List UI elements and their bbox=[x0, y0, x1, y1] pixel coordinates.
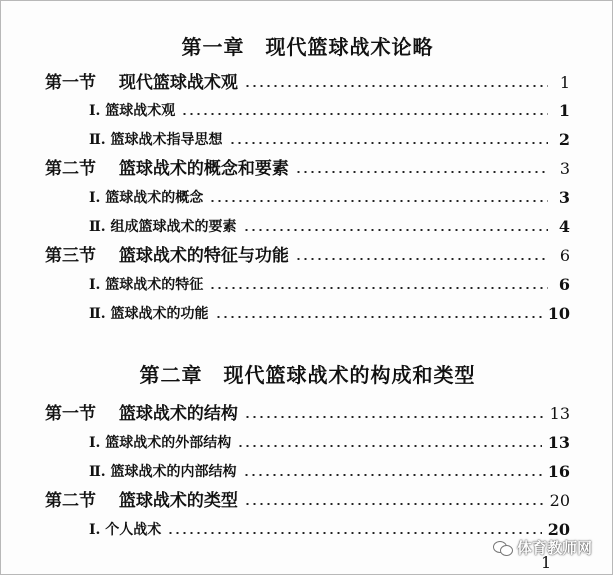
toc-section-row[interactable] bbox=[45, 156, 570, 182]
toc-entry-label: 第一节 篮球战术的结构 bbox=[45, 404, 238, 424]
toc-entry-label: Ⅰ. 篮球战术的特征 bbox=[89, 277, 204, 293]
toc-entry-label: Ⅱ. 篮球战术指导思想 bbox=[89, 132, 223, 148]
toc-subsection-row[interactable] bbox=[89, 127, 570, 153]
dot-leader bbox=[167, 532, 541, 534]
footer-page-number: 1 bbox=[541, 553, 552, 572]
dot-leader bbox=[209, 287, 548, 289]
toc-page-number: 4 bbox=[558, 217, 570, 236]
toc-subsection-row[interactable] bbox=[89, 430, 570, 456]
toc-entry-label: 第二节 篮球战术的概念和要素 bbox=[45, 159, 289, 179]
chapter-title: 第二章 现代篮球战术的构成和类型 bbox=[139, 363, 476, 387]
toc-subsection-row[interactable] bbox=[89, 214, 570, 240]
toc-entry-label: Ⅰ. 篮球战术的概念 bbox=[89, 190, 204, 206]
dot-leader bbox=[243, 474, 542, 476]
dot-leader bbox=[243, 229, 548, 231]
dot-leader bbox=[181, 113, 548, 115]
toc-page-number: 20 bbox=[547, 520, 570, 539]
dot-leader bbox=[244, 503, 544, 505]
toc-subsection-row[interactable] bbox=[89, 98, 570, 124]
toc-page-number: 13 bbox=[547, 433, 570, 452]
toc-page-number: 3 bbox=[559, 159, 570, 178]
toc-page-number: 1 bbox=[558, 101, 570, 120]
toc-subsection-row[interactable] bbox=[89, 272, 570, 298]
toc-entry-label: 第一节 现代篮球战术观 bbox=[45, 73, 238, 93]
toc-entry-label: Ⅰ. 篮球战术观 bbox=[89, 103, 176, 119]
toc-subsection-row[interactable] bbox=[89, 301, 570, 327]
toc-section-row[interactable] bbox=[45, 70, 570, 96]
toc-page-number: 3 bbox=[558, 188, 570, 207]
chapter-title: 第一章 现代篮球战术论略 bbox=[181, 35, 434, 59]
toc-section-row[interactable] bbox=[45, 401, 570, 427]
toc-subsection-row[interactable] bbox=[89, 185, 570, 211]
toc-page-number: 16 bbox=[547, 462, 570, 481]
toc-page-number: 6 bbox=[559, 246, 570, 265]
toc-page-number: 2 bbox=[558, 130, 570, 149]
toc-entry-label: Ⅰ. 个人战术 bbox=[89, 522, 162, 538]
toc-section-row[interactable] bbox=[45, 243, 570, 269]
dot-leader bbox=[215, 316, 542, 318]
toc-entry-label: Ⅰ. 篮球战术的外部结构 bbox=[89, 435, 232, 451]
toc-page-number: 13 bbox=[549, 404, 570, 423]
dot-leader bbox=[244, 416, 544, 418]
dot-leader bbox=[295, 258, 548, 260]
toc-page-number: 1 bbox=[559, 73, 570, 92]
dot-leader bbox=[209, 200, 548, 202]
dot-leader bbox=[229, 142, 548, 144]
toc-entry-label: Ⅱ. 篮球战术的内部结构 bbox=[89, 464, 237, 480]
toc-section-row[interactable] bbox=[45, 488, 570, 514]
watermark bbox=[493, 537, 592, 558]
toc-entry-label: 第三节 篮球战术的特征与功能 bbox=[45, 246, 289, 266]
wechat-icon bbox=[493, 540, 513, 556]
toc-entry-label: Ⅱ. 篮球战术的功能 bbox=[89, 306, 209, 322]
dot-leader bbox=[295, 171, 548, 173]
watermark-text: 体育教师网 bbox=[517, 539, 593, 557]
toc-subsection-row[interactable] bbox=[89, 459, 570, 485]
toc-entry-label: 第二节 篮球战术的类型 bbox=[45, 491, 238, 511]
toc-page-number: 10 bbox=[547, 304, 570, 323]
dot-leader bbox=[244, 85, 548, 87]
toc-entry-label: Ⅱ. 组成篮球战术的要素 bbox=[89, 219, 237, 235]
toc-page-number: 20 bbox=[549, 491, 570, 510]
toc-page-number: 6 bbox=[558, 275, 570, 294]
dot-leader bbox=[237, 445, 541, 447]
